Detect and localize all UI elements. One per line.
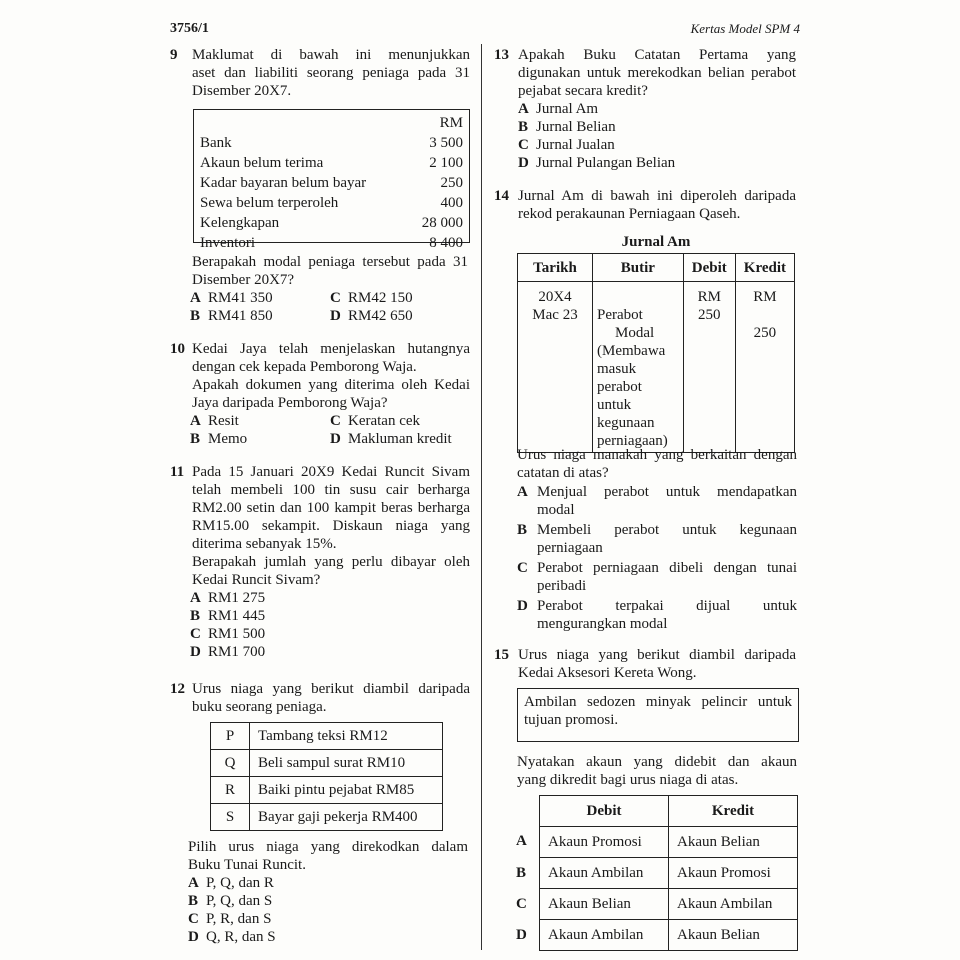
- table-row: [194, 233, 469, 253]
- table-row: [194, 193, 469, 213]
- row-key: S: [211, 804, 250, 831]
- question-14-options: [517, 483, 797, 633]
- question-text-line: Kedai Aksesori Kereta Wong.: [518, 665, 697, 681]
- question-text-line: Buku Tunai Runcit.: [188, 857, 306, 873]
- question-text-line: rekod perakaunan Perniagaan Qaseh.: [518, 206, 741, 222]
- question-number: 14: [494, 188, 509, 204]
- option-letter: D: [518, 155, 529, 171]
- option-b-letter: B: [516, 865, 527, 881]
- question-number: 11: [170, 464, 185, 480]
- question-11: [170, 463, 470, 661]
- question-text-line: catatan di atas?: [517, 465, 609, 481]
- butir-line: Modal: [615, 325, 655, 341]
- option-text: Makluman kredit: [348, 431, 452, 447]
- table-row: [194, 213, 469, 233]
- column-header: Kredit: [735, 254, 794, 282]
- item-value: 2 100: [429, 155, 463, 171]
- question-14: [494, 187, 796, 223]
- option-d[interactable]: [190, 643, 470, 661]
- option-c[interactable]: [188, 910, 468, 928]
- debit-cell: [683, 282, 735, 453]
- option-text: Keratan cek: [348, 413, 421, 429]
- question-text-line: telah membeli 100 tin susu cair berharga: [192, 482, 470, 498]
- option-letter: D: [330, 308, 341, 324]
- option-letter: C: [518, 137, 529, 153]
- butir-line: masuk perabot: [597, 361, 642, 395]
- row-desc: Tambang teksi RM12: [250, 723, 443, 750]
- accounts-table: [539, 795, 798, 951]
- option-text: RM1 445: [208, 608, 266, 624]
- option-letter: B: [188, 893, 199, 909]
- table-row: [211, 723, 443, 750]
- option-text: RM42 150: [348, 290, 413, 306]
- table-row: [194, 153, 469, 173]
- question-text-line: RM15.00 sekampit. Diskaun niaga yang: [192, 518, 470, 534]
- question-9-prompt: [192, 253, 468, 289]
- option-b[interactable]: [190, 307, 330, 325]
- transaction-text: Ambilan sedozen minyak pelincir untuk: [524, 694, 792, 710]
- option-letter: C: [517, 560, 528, 576]
- butir-cell: [593, 282, 684, 453]
- option-c[interactable]: [517, 559, 797, 595]
- option-d[interactable]: [330, 430, 452, 448]
- option-letter: D: [188, 929, 199, 945]
- option-text: Perabot terpakai dijual untuk: [537, 598, 797, 614]
- item-value: 28 000: [421, 215, 463, 231]
- option-b[interactable]: [517, 521, 797, 557]
- table-row: [518, 282, 795, 453]
- option-d-row[interactable]: [540, 920, 798, 951]
- question-number: 12: [170, 681, 185, 697]
- debit-account: Akaun Ambilan: [540, 920, 669, 951]
- transaction-text: tujuan promosi.: [524, 712, 619, 728]
- question-text-line: Kedai Jaya telah menjelaskan hutangnya: [192, 341, 470, 357]
- option-b-row[interactable]: [540, 858, 798, 889]
- question-text-line: dengan cek kepada Pemborong Waja.: [192, 359, 417, 375]
- option-letter: C: [190, 626, 201, 642]
- question-14-prompt: [517, 446, 797, 482]
- option-text: peribadi: [537, 578, 587, 594]
- question-text-line: yang dikredit bagi urus niaga di atas.: [517, 772, 739, 788]
- question-text-line: Jurnal Am di bawah ini diperoleh daripada: [518, 188, 796, 204]
- option-c[interactable]: [190, 625, 470, 643]
- question-text-line: Apakah dokumen yang diterima oleh Kedai: [192, 377, 470, 393]
- question-text-line: Kedai Runcit Sivam?: [192, 572, 321, 588]
- debit-account: Akaun Promosi: [540, 827, 669, 858]
- option-text: mengurangkan modal: [537, 616, 668, 632]
- question-text-line: Urus niaga manakah yang berkaitan dengan: [517, 447, 797, 463]
- question-number: 15: [494, 647, 509, 663]
- question-number: 10: [170, 341, 185, 357]
- row-key: Q: [211, 750, 250, 777]
- question-12-prompt: [188, 838, 468, 946]
- table-row: [211, 750, 443, 777]
- option-text: RM42 650: [348, 308, 413, 324]
- question-text-line: Jaya daripada Pemborong Waja?: [192, 395, 388, 411]
- option-text: RM41 850: [208, 308, 273, 324]
- option-c[interactable]: [330, 412, 420, 430]
- item-value: 250: [440, 175, 463, 191]
- option-text: Jurnal Jualan: [536, 137, 615, 153]
- row-key: R: [211, 777, 250, 804]
- journal-title: Jurnal Am: [621, 234, 691, 250]
- option-a[interactable]: [190, 289, 330, 307]
- item-label: Bank: [200, 135, 232, 151]
- date-day: Mac 23: [532, 307, 578, 323]
- row-desc: Baiki pintu pejabat RM85: [250, 777, 443, 804]
- butir-line: Perabot: [597, 307, 643, 323]
- item-value: 400: [440, 195, 463, 211]
- item-value: 3 500: [429, 135, 463, 151]
- page-code: 3756/1: [170, 21, 209, 36]
- question-15-prompt: [517, 753, 797, 789]
- credit-account: Akaun Promosi: [669, 858, 798, 889]
- option-a[interactable]: [517, 483, 797, 519]
- column-header: Debit: [540, 796, 669, 827]
- row-desc: Beli sampul surat RM10: [250, 750, 443, 777]
- debit-account: Akaun Ambilan: [540, 858, 669, 889]
- option-b[interactable]: [190, 607, 470, 625]
- option-text: modal: [537, 502, 575, 518]
- butir-line: kegunaan: [597, 415, 655, 431]
- option-a[interactable]: [190, 412, 330, 430]
- butir-line: (Membawa: [597, 343, 666, 359]
- option-text: Jurnal Am: [536, 101, 599, 117]
- question-text-line: digunakan untuk merekodkan belian perabot: [518, 65, 796, 81]
- item-label: Akaun belum terima: [200, 155, 324, 171]
- question-text-line: Nyatakan akaun yang didebit dan akaun: [517, 754, 797, 770]
- question-number: 9: [170, 47, 178, 63]
- option-letter: B: [190, 308, 201, 324]
- question-9: [170, 46, 470, 100]
- option-c[interactable]: [330, 289, 413, 307]
- credit-unit: RM: [753, 289, 777, 305]
- item-value: 8 400: [429, 235, 463, 251]
- option-a[interactable]: [518, 100, 796, 118]
- column-header: Kredit: [669, 796, 798, 827]
- column-divider: [481, 44, 482, 950]
- table-header-row: [540, 796, 798, 827]
- question-text-line: Urus niaga yang berikut diambil daripada: [518, 647, 796, 663]
- option-letter: B: [517, 522, 528, 538]
- question-text-line: Pada 15 Januari 20X9 Kedai Runcit Sivam: [192, 464, 470, 480]
- question-text-line: buku seorang peniaga.: [192, 699, 327, 715]
- question-text-line: Apakah Buku Catatan Pertama yang: [518, 47, 796, 63]
- option-letter: A: [188, 875, 199, 891]
- debit-account: Akaun Belian: [540, 889, 669, 920]
- question-text-line: Berapakah modal peniaga tersebut pada 31: [192, 254, 468, 270]
- transactions-table: [210, 722, 443, 831]
- item-label: Kadar bayaran belum bayar: [200, 175, 367, 191]
- question-text-line: Pilih urus niaga yang direkodkan dalam: [188, 839, 468, 855]
- question-text-line: pejabat secara kredit?: [518, 83, 648, 99]
- option-letter: B: [190, 431, 201, 447]
- credit-account: Akaun Belian: [669, 827, 798, 858]
- option-letter: D: [517, 598, 528, 614]
- option-text: RM1 500: [208, 626, 266, 642]
- date-year: 20X4: [538, 289, 572, 305]
- question-13: [494, 46, 796, 172]
- option-text: Jurnal Pulangan Belian: [536, 155, 676, 171]
- question-text-line: Urus niaga yang berikut diambil daripada: [192, 681, 470, 697]
- item-label: Kelengkapan: [200, 215, 280, 231]
- debit-unit: RM: [697, 289, 721, 305]
- question-text-line: Disember 20X7.: [192, 83, 292, 99]
- credit-value: 250: [753, 325, 777, 341]
- option-d[interactable]: [330, 307, 413, 325]
- option-letter: A: [190, 290, 201, 306]
- option-b[interactable]: [188, 892, 468, 910]
- currency-header: RM: [439, 115, 463, 131]
- column-header: Tarikh: [518, 254, 593, 282]
- page-title: Kertas Model SPM 4: [690, 21, 800, 36]
- option-letter: B: [190, 608, 201, 624]
- transaction-box: [517, 688, 799, 742]
- item-label: Sewa belum terperoleh: [200, 195, 339, 211]
- credit-account: Akaun Ambilan: [669, 889, 798, 920]
- option-c-row[interactable]: [540, 889, 798, 920]
- option-text: RM41 350: [208, 290, 273, 306]
- option-text: Menjual perabot untuk mendapatkan: [537, 484, 797, 500]
- debit-value: 250: [698, 307, 721, 323]
- table-header-row: [518, 254, 795, 282]
- item-label: Inventori: [200, 235, 255, 251]
- table-row: [211, 804, 443, 831]
- asset-liability-table: [194, 113, 469, 253]
- option-letter: A: [518, 101, 529, 117]
- option-text: Perabot perniagaan dibeli dengan tunai: [537, 560, 797, 576]
- column-header: Debit: [683, 254, 735, 282]
- option-text: Q, R, dan S: [206, 929, 276, 945]
- option-text: Jurnal Belian: [536, 119, 616, 135]
- row-key: P: [211, 723, 250, 750]
- option-text: P, Q, dan R: [206, 875, 274, 891]
- option-letter: C: [188, 911, 199, 927]
- option-text: Membeli perabot untuk kegunaan: [537, 522, 797, 538]
- option-text: Resit: [208, 413, 239, 429]
- option-b[interactable]: [518, 118, 796, 136]
- question-text-line: Berapakah jumlah yang perlu dibayar oleh: [192, 554, 470, 570]
- option-letter: A: [190, 590, 201, 606]
- question-10: [170, 340, 470, 448]
- question-text-line: diterima sebanyak 15%.: [192, 536, 337, 552]
- option-letter: C: [330, 290, 341, 306]
- option-a[interactable]: [188, 874, 468, 892]
- option-d-letter: D: [516, 927, 527, 943]
- option-b[interactable]: [190, 430, 330, 448]
- option-letter: A: [190, 413, 201, 429]
- date-cell: [518, 282, 593, 453]
- question-12: [170, 680, 470, 716]
- question-number: 13: [494, 47, 509, 63]
- credit-cell: [735, 282, 794, 453]
- option-text: RM1 275: [208, 590, 266, 606]
- row-desc: Bayar gaji pekerja RM400: [250, 804, 443, 831]
- option-d[interactable]: [188, 928, 468, 946]
- option-letter: A: [517, 484, 528, 500]
- option-c[interactable]: [518, 136, 796, 154]
- option-c-letter: C: [516, 896, 527, 912]
- question-text-line: aset dan liabiliti seorang peniaga pada 31: [192, 65, 470, 81]
- table-row: [194, 173, 469, 193]
- option-d[interactable]: [517, 597, 797, 633]
- option-letter: C: [330, 413, 341, 429]
- option-a-letter: A: [516, 833, 527, 849]
- asset-liability-box: [193, 109, 470, 251]
- table-row: [211, 777, 443, 804]
- question-text-line: Disember 20X7?: [192, 272, 295, 288]
- butir-line: perniagaan): [597, 433, 668, 449]
- option-a-row[interactable]: [540, 827, 798, 858]
- option-d[interactable]: [518, 154, 796, 172]
- option-text: perniagaan: [537, 540, 603, 556]
- credit-account: Akaun Belian: [669, 920, 798, 951]
- journal-table: [517, 253, 795, 453]
- option-text: P, Q, dan S: [206, 893, 273, 909]
- column-header: Butir: [593, 254, 684, 282]
- option-letter: D: [190, 644, 201, 660]
- option-text: RM1 700: [208, 644, 266, 660]
- option-text: P, R, dan S: [206, 911, 272, 927]
- table-row: [194, 133, 469, 153]
- option-text: Memo: [208, 431, 248, 447]
- butir-line: untuk: [597, 397, 632, 413]
- option-letter: B: [518, 119, 529, 135]
- question-15: [494, 646, 796, 682]
- question-text-line: Maklumat di bawah ini menunjukkan: [192, 47, 470, 63]
- option-letter: D: [330, 431, 341, 447]
- option-a[interactable]: [190, 589, 470, 607]
- question-text-line: RM2.00 setin dan 100 kampit beras berharga: [192, 500, 470, 516]
- question-9-options: [190, 289, 480, 325]
